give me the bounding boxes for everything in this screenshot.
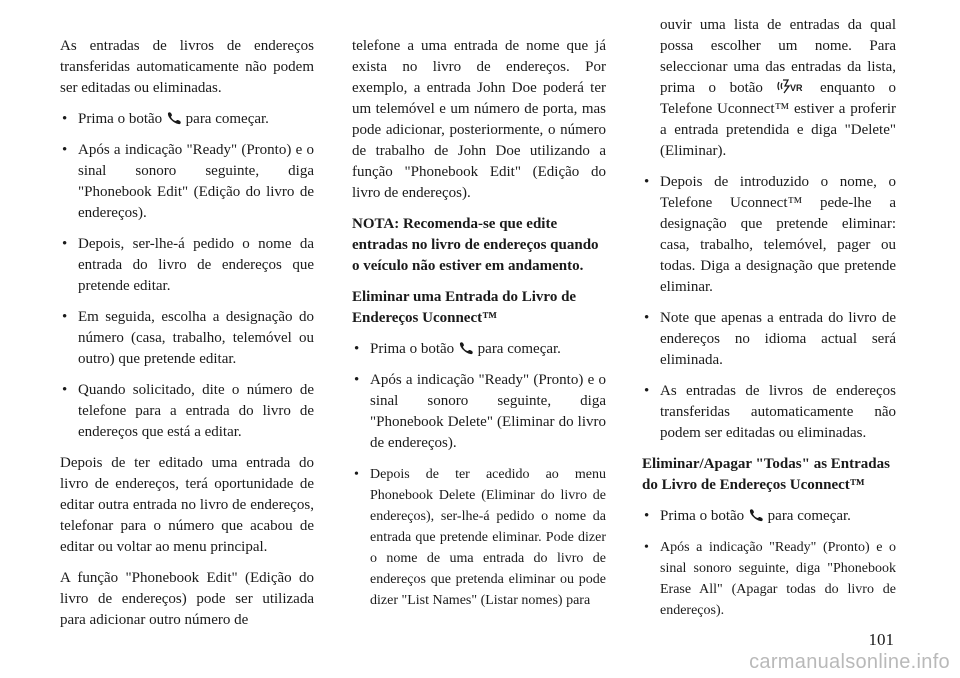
column-3	[642, 15, 896, 631]
list-item: • Quando solicitado, dite o número de telefone para a entrada do livro de endereços que está a editar.	[60, 380, 314, 443]
paragraph: Depois de ter editado uma entrada do livro de endereços, terá oportunidade de editar outra entrada no livro de endereços, telefonar para o número que acabou de editar ou voltar ao menu principal.	[60, 455, 314, 555]
list-item: • Depois, ser-lhe-á pedido o nome da entrada do livro de endereços que pretende editar.	[60, 234, 314, 297]
edit-steps-list	[60, 109, 314, 443]
text: para começar.	[767, 508, 851, 524]
delete-steps-list-cont	[642, 172, 896, 444]
delete-steps-list	[352, 339, 606, 611]
text: Prima o botão	[370, 341, 455, 357]
text: Prima o botão	[660, 508, 745, 524]
paragraph: A função "Phonebook Edit" (Edição do livro de endereços) pode ser utilizada para adicionar outro número de	[60, 570, 314, 628]
watermark: carmanualsonline.info	[749, 651, 950, 673]
text: enquanto o Telefone Uconnect™ estiver a proferir a entrada pretendida e diga "Delete" (Eliminar).	[660, 80, 897, 159]
list-item: • Depois de ter acedido ao menu Phonebook Delete (Eliminar do livro de endereços), ser-lhe-á pedido o nome da entrada que pretende eliminar. Pode dizer o nome de uma entrada do livro de endereços que pretenda eliminar ou pode dizer "List Names" (Listar nomes) para	[352, 464, 606, 611]
section-heading: Eliminar uma Entrada do Livro de Endereços Uconnect™	[352, 289, 577, 326]
voice-command-icon	[776, 79, 806, 94]
list-item: • Em seguida, escolha a designação do número (casa, trabalho, telemóvel ou outro) que pretende editar.	[60, 307, 314, 370]
svg-text:VR: VR	[790, 83, 803, 93]
list-item: • Depois de introduzido o nome, o Telefone Uconnect™ pede-lhe a designação que pretende eliminar: casa, trabalho, telemóvel, pager ou todas. Diga a designação que pretende eliminar.	[642, 172, 896, 298]
paragraph: telefone a uma entrada de nome que já exista no livro de endereços. Por exemplo, a entrada John Doe poderá ter um telemóvel e um número de porta, mas pode adicionar, posteriormente, o número de trabalho de John Doe utilizando a função "Phonebook Edit" (Edição do livro de endereços).	[352, 38, 606, 201]
section-heading: Eliminar/Apagar "Todas" as Entradas do Livro de Endereços Uconnect™	[642, 456, 890, 493]
phone-icon	[166, 111, 182, 125]
text: ouvir uma lista de entradas da qual possa escolher um nome. Para seleccionar uma das entradas da lista, prima o botão	[660, 17, 896, 96]
phone-icon	[748, 508, 764, 522]
list-item	[60, 109, 314, 130]
list-item: • Após a indicação "Ready" (Pronto) e o sinal sonoro seguinte, diga "Phonebook Edit" (Edição do livro de endereços).	[60, 140, 314, 224]
phone-icon	[458, 341, 474, 355]
list-item: • Após a indicação "Ready" (Pronto) e o sinal sonoro seguinte, diga "Phonebook Delete" (Eliminar do livro de endereços).	[352, 370, 606, 454]
list-item: • Note que apenas a entrada do livro de endereços no idioma actual será eliminada.	[642, 308, 896, 371]
text: Prima o botão	[78, 111, 163, 127]
continued-paragraph	[642, 15, 896, 162]
list-item	[352, 339, 606, 360]
text: para começar.	[477, 341, 561, 357]
list-item: • As entradas de livros de endereços transferidas automaticamente não podem ser editadas ou eliminadas.	[642, 381, 896, 444]
text: para começar.	[185, 111, 269, 127]
column-1	[60, 36, 314, 641]
page-number: 101	[868, 630, 894, 649]
list-item	[642, 506, 896, 527]
intro-paragraph: As entradas de livros de endereços transferidas automaticamente não podem ser editadas ou eliminadas.	[60, 38, 314, 96]
erase-all-steps-list	[642, 506, 896, 621]
column-2	[352, 36, 606, 621]
list-item: • Após a indicação "Ready" (Pronto) e o sinal sonoro seguinte, diga "Phonebook Erase All" (Apagar todas do livro de endereços).	[642, 537, 896, 621]
note-paragraph: NOTA: Recomenda-se que edite entradas no livro de endereços quando o veículo não estiver em andamento.	[352, 216, 599, 274]
